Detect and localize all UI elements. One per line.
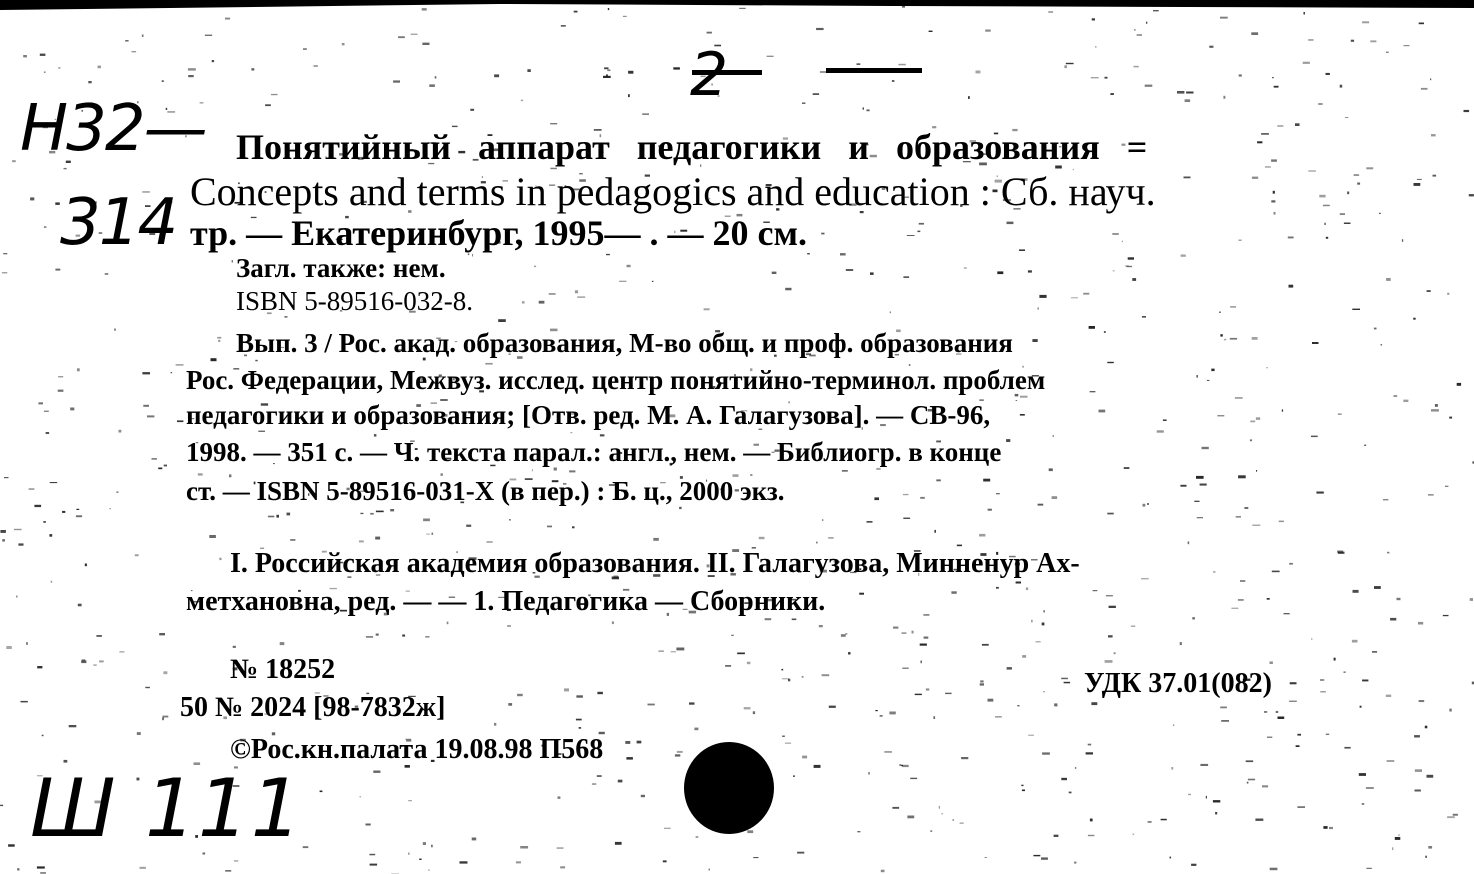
shelf-mark-line-2: 314 (60, 186, 177, 260)
card-number: № 18252 (230, 654, 336, 685)
issue-line-5: ст. — ISBN 5-89516-031-X (в пер.) : Б. ц., 2000 экз. (186, 476, 785, 506)
page-number-dash-right (826, 68, 922, 73)
issue-line-1: Вып. 3 / Рос. акад. образования, М-во общ. и проф. образования (236, 328, 1013, 358)
parallel-title-note: Загл. также: нем. (236, 253, 446, 283)
page-number: 2 (690, 40, 731, 110)
subjects-line-1: I. Российская академия образования. II. Галагузова, Миннeнур Ах- (230, 548, 1080, 579)
shelf-mark-line-1: Н32— (20, 92, 206, 166)
subjects-line-2: метхановна, ред. — — 1. Педагогика — Сборники. (186, 586, 826, 617)
udc-code: УДК 37.01(082) (1084, 668, 1272, 699)
punch-hole (684, 742, 774, 834)
isbn-note: ISBN 5-89516-032-8. (236, 286, 473, 316)
book-chamber-stamp: ©Рос.кн.палата 19.08.98 П568 (230, 734, 604, 765)
title-line-2: Concepts and terms in pedagogics and education : Сб. науч. (190, 169, 1156, 214)
registry-number: 50 № 2024 [98-7832ж] (180, 692, 446, 723)
shelf-mark-line-3: Ш 111 (30, 762, 304, 855)
title-line-1: Понятийный аппарат педагогики и образования = (236, 127, 1148, 167)
issue-line-3: педагогики и образования; [Отв. ред. М. А. Галагузова]. — СВ-96, (186, 400, 991, 430)
issue-line-4: 1998. — 351 с. — Ч. текста парал.: англ., нем. — Библиогр. в конце (186, 437, 1002, 467)
issue-line-2: Рос. Федерации, Межвуз. исслед. центр понятийно-терминол. проблем (186, 365, 1046, 395)
title-line-3: тр. — Екатеринбург, 1995— . — 20 см. (190, 213, 808, 253)
